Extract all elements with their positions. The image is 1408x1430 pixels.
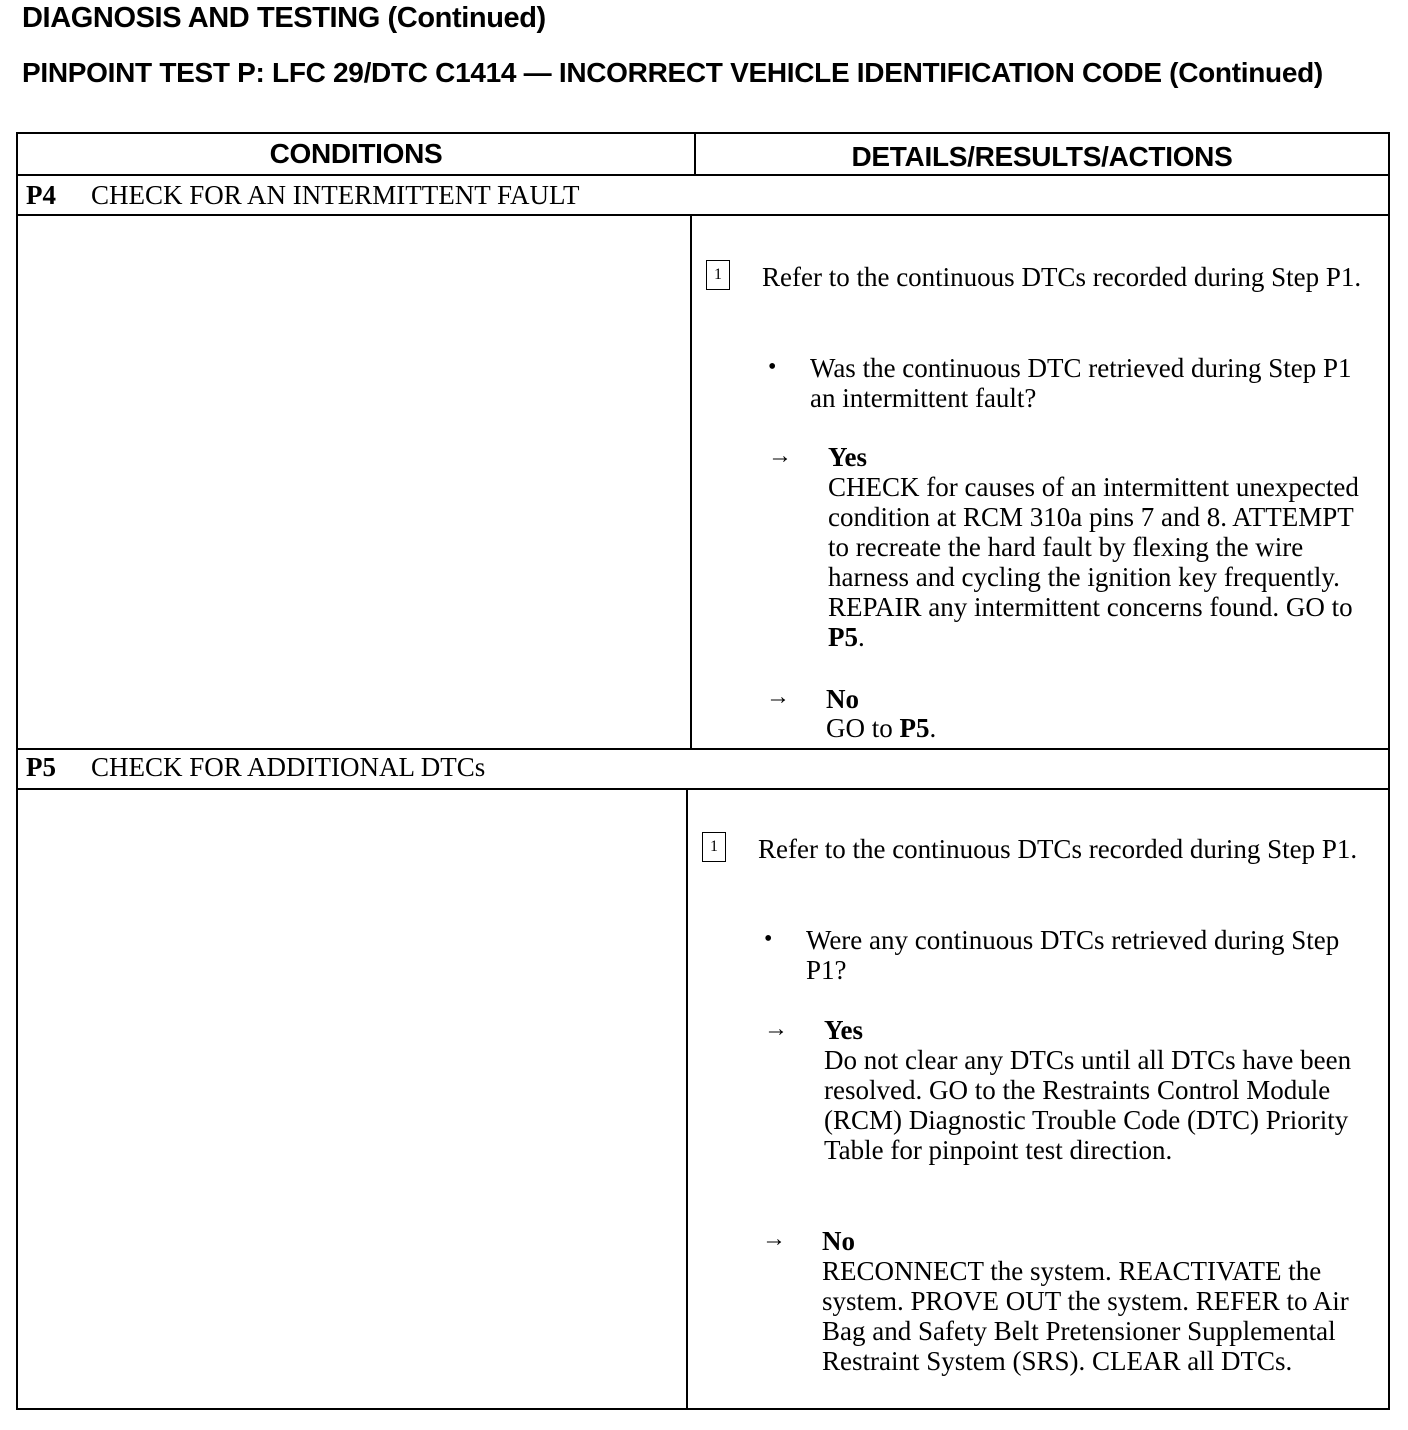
step-p4-id: P4: [26, 180, 56, 210]
p5-no-text: RECONNECT the system. REACTIVATE the system. PROVE OUT the system. REFER to Air Bag and Safety Belt Pretensioner Supplemental Restraint System (SRS). CLEAR all DTCs.: [822, 1256, 1349, 1376]
step-p4-heading: [26, 176, 580, 214]
p4-no-label: No: [826, 684, 859, 714]
p4-yes-text: CHECK for causes of an intermittent unexpected condition at RCM 310a pins 7 and 8. ATTEMPT to recreate the hard fault by flexing the wire harness and cycling the ignition key frequently. REPAIR any intermittent concerns found. GO to P5.: [828, 472, 1359, 652]
arrow-right-icon: →: [766, 684, 790, 710]
p4-no-text: GO to P5.: [826, 713, 937, 743]
step-number-box: 1: [702, 832, 726, 862]
column-divider: [690, 216, 692, 748]
p5-question-text: Were any continuous DTCs retrieved during Step P1?: [806, 925, 1340, 985]
step-p5-title: CHECK FOR ADDITIONAL DTCs: [91, 752, 486, 782]
arrow-right-icon: →: [768, 443, 792, 469]
p4-refer-text: Refer to the continuous DTCs recorded during Step P1.: [762, 262, 1362, 292]
conditions-column-header: CONDITIONS: [269, 138, 443, 169]
p5-refer-text: Refer to the continuous DTCs recorded during Step P1.: [758, 834, 1358, 864]
p5-yes-text: Do not clear any DTCs until all DTCs have been resolved. GO to the Restraints Control Module (RCM) Diagnostic Trouble Code (DTC) Priority Table for pinpoint test direction.: [824, 1045, 1352, 1165]
p4-no-goto: P5: [899, 713, 930, 743]
arrow-right-icon: →: [764, 1016, 788, 1042]
column-divider: [686, 790, 688, 1410]
p4-yes-label: Yes: [828, 442, 867, 472]
pinpoint-test-title: PINPOINT TEST P: LFC 29/DTC C1414 — INCORRECT VEHICLE IDENTIFICATION CODE (Continued): [22, 57, 1323, 88]
step-p5-heading: [26, 748, 485, 786]
pinpoint-test-table: [16, 132, 1390, 1410]
p5-no-label: No: [822, 1226, 855, 1256]
step-p4-title: CHECK FOR AN INTERMITTENT FAULT: [91, 180, 580, 210]
bullet-icon: •: [768, 354, 777, 380]
step-p5-id: P5: [26, 752, 56, 782]
p5-yes-label: Yes: [824, 1015, 863, 1045]
arrow-right-icon: →: [762, 1226, 786, 1252]
step-number-box: 1: [706, 260, 730, 290]
details-column-header: DETAILS/RESULTS/ACTIONS: [851, 141, 1233, 172]
p4-yes-goto: P5: [828, 622, 858, 652]
header-divider: [694, 134, 696, 174]
document-title: DIAGNOSIS AND TESTING (Continued): [22, 2, 546, 34]
row-divider: [18, 788, 1388, 790]
p4-question-text: Was the continuous DTC retrieved during Step P1 an intermittent fault?: [810, 353, 1352, 413]
row-divider: [18, 214, 1388, 216]
bullet-icon: •: [764, 926, 773, 952]
